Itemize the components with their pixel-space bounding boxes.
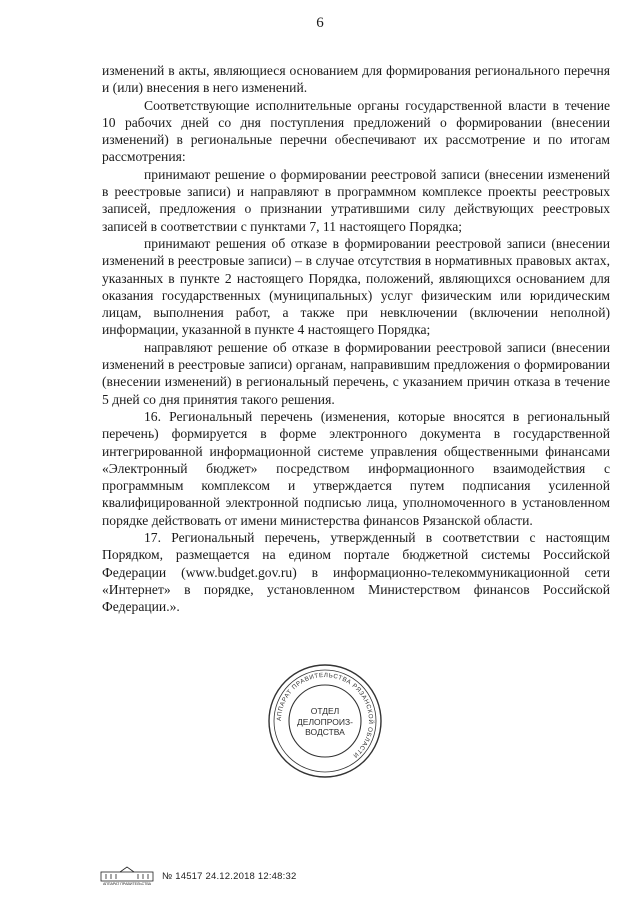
stamp-center-text <box>290 706 360 738</box>
paragraph-3: принимают решение о формировании реестровой записи (внесении изменений в реестровые записи) и направляют в программном комплексе проекты реестровых записей, предложения о признании утратившими силу действующих реестровых записей в соответствии с пунктами 7, 11 настоящего Порядка; <box>102 166 610 234</box>
paragraph-2: Соответствующие исполнительные органы государственной власти в течение 10 рабочих дней со дня поступления предложений о формировании (внесении изменений) в региональные перечни обеспечивают их рассмотрение и по итогам рассмотрения: <box>102 97 610 165</box>
registration-number: № 14517 24.12.2018 12:48:32 <box>162 870 297 882</box>
stamp-line-2: ДЕЛОПРОИЗ- <box>297 716 353 727</box>
government-building-icon <box>100 866 154 886</box>
paragraph-4: принимают решения об отказе в формировании реестровой записи (внесении изменений в реестровые записи) – в случае отсутствия в нормативных правовых актах, указанных в пункте 2 настоящего Порядка, положений, являющихся основанием для оказания государственных (муниципальных) услуг физическим или юридическим лицам, выполнения работ, а также при невключении (включении неполной) информации, указанной в пункте 4 настоящего Порядка; <box>102 235 610 338</box>
registration-footer <box>100 866 296 886</box>
office-stamp <box>266 662 384 780</box>
footer-logo-label: АППАРАТ ПРАВИТЕЛЬСТВА <box>102 882 152 886</box>
page-number: 6 <box>316 15 324 31</box>
stamp-line-3: ВОДСТВА <box>305 727 345 737</box>
stamp-line-1: ОТДЕЛ <box>310 706 340 716</box>
paragraph-6: 16. Региональный перечень (изменения, которые вносятся в региональный перечень) формируется в форме электронного документа в государственной интегрированной информационной системе управления общественными финансами «Электронный бюджет» посредством информационного взаимодействия с программным комплексом и утверждается путем подписания усиленной квалифицированной электронной подписью лица, уполномоченного в установленном порядке действовать от имени министерства финансов Рязанской области. <box>102 408 610 528</box>
stamp-ring-text: АППАРАТ ПРАВИТЕЛЬСТВА РЯЗАНСКОЙ ОБЛАСТИ <box>275 671 375 760</box>
document-body <box>102 62 610 616</box>
paragraph-7: 17. Региональный перечень, утвержденный в соответствии с настоящим Порядком, размещается на едином портале бюджетной системы Российской Федерации (www.budget.gov.ru) в информационно-телекоммуникационной сети «Интернет» в порядке, установленном Министерством финансов Российской Федерации.». <box>102 530 610 615</box>
paragraph-1: изменений в акты, являющиеся основанием для формирования регионального перечня и (или) внесения в него изменений. <box>102 63 610 96</box>
paragraph-5: направляют решение об отказе в формировании реестровой записи (внесении изменений в реестровые записи) органам, направившим предложения о формировании (внесении изменений) в региональный перечень, с указанием причин отказа в течение 5 дней со дня принятия такого решения. <box>102 339 610 407</box>
